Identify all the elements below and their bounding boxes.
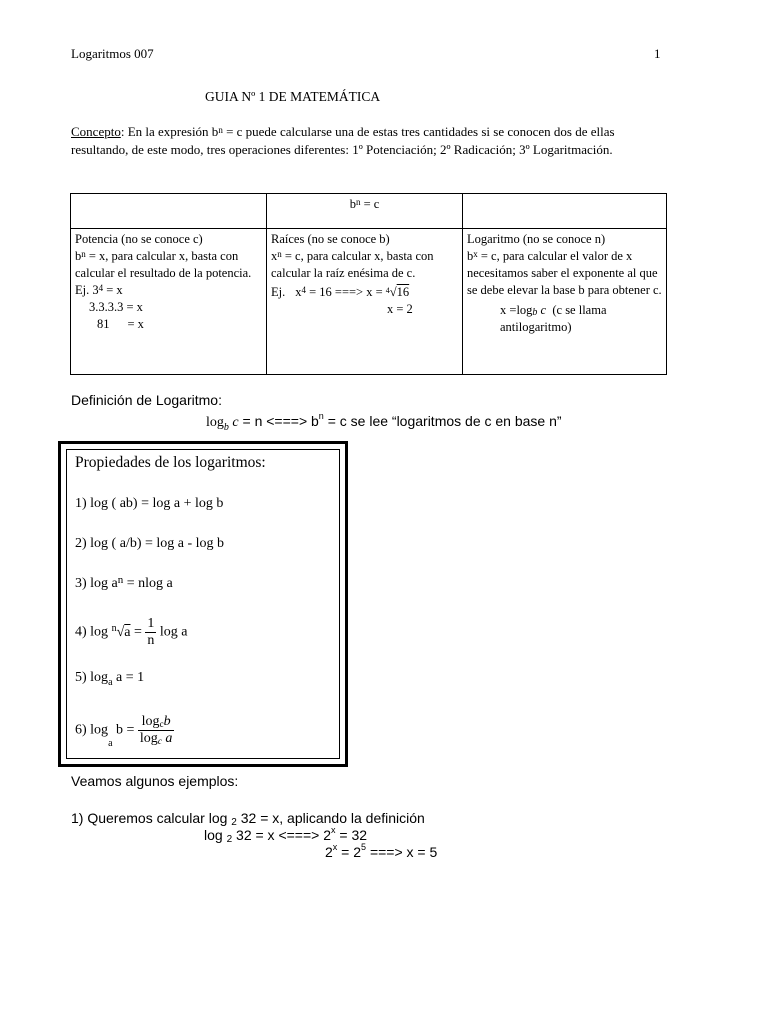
properties-box xyxy=(58,441,348,767)
table-header-cell xyxy=(463,194,667,229)
page-number: 1 xyxy=(654,46,661,61)
raices-cell xyxy=(267,229,463,375)
table-header-cell xyxy=(71,194,267,229)
properties-inner-border xyxy=(66,449,340,759)
potencia-example-2: 3.3.3.3 = x xyxy=(89,300,143,314)
concept-paragraph xyxy=(71,123,666,159)
logaritmo-description: $b^x = c$, para calcular el valor de x necesitamos saber el exponente al que se debe elevar la base b para obtener c. xyxy=(467,249,662,297)
operations-table xyxy=(70,193,667,375)
potencia-cell xyxy=(71,229,267,375)
document-title: GUIA Nº 1 DE MATEMÁTICA xyxy=(205,89,381,104)
example-1-result: $2^x = 2^5$ ===> x = 5 xyxy=(325,842,438,860)
example-1-definition: log $_2$ 32 = x <===> $2^x = 32$ xyxy=(204,825,368,845)
page-header-title: Logaritmos 007 xyxy=(71,46,154,61)
concept-label: Concepto xyxy=(71,124,121,139)
potencia-title: Potencia (no se conoce c) xyxy=(75,232,203,246)
raices-description: $x^n = c$, para calcular x, basta con calcular la raíz enésima de c. xyxy=(271,249,434,280)
header-formula-exp: n xyxy=(355,197,361,207)
concept-text-a: : En la expresión b xyxy=(120,124,219,139)
header-formula-base: b xyxy=(349,197,356,211)
potencia-description: $b^n = x$, para calcular x, basta con calcular el resultado de la potencia. xyxy=(75,249,252,280)
logaritmo-cell xyxy=(463,229,667,375)
raices-example: Ej. $x^4 = 16$ ===> x = $^4$√16 xyxy=(271,285,410,299)
table-header-cell xyxy=(267,194,463,229)
table-header-row xyxy=(71,194,667,229)
properties-title: Propiedades de los logaritmos: xyxy=(75,454,266,471)
property-4: 4) log $^n$√a = $\frac{1}{n}$ log a xyxy=(75,616,188,648)
example-1-line: 1) Queremos calcular log $_2$ 32 = x, aplicando la definición xyxy=(71,810,425,828)
potencia-example: Ej. $3^4 = x$ xyxy=(75,283,123,297)
property-4-fraction: $\frac{1}{n}$ xyxy=(147,616,155,648)
property-5: 5) $\log_a a = 1$ xyxy=(75,670,145,688)
property-6-fraction: $\frac{\log_cb}{\log_c a}$ xyxy=(139,714,173,746)
property-3: 3) $\log a^n = nlog$ a xyxy=(75,574,173,591)
logaritmo-title: Logaritmo (no se conoce n) xyxy=(467,232,606,246)
concept-exponent: n xyxy=(218,125,223,135)
definition-heading: Definición de Logaritmo: xyxy=(71,392,222,408)
property-6: 6) $\log_a b$ = $\frac{\log_cb}{\log_c a}$ xyxy=(75,714,173,749)
table-row xyxy=(71,229,667,375)
property-2: 2) log ( a/b) = log a - log b xyxy=(75,536,225,551)
property-1: 1) log ( ab) = log a + log b xyxy=(75,496,224,511)
concept-text-b: = c puede calcularse una de estas tres cantidades si se conocen dos de ellas resultando, de este modo, tres operaciones diferentes: 1º Potenciación; 2º Radicación; 3º Logaritmación. xyxy=(71,124,615,157)
examples-heading: Veamos algunos ejemplos: xyxy=(71,773,239,789)
nth-root-symbol: $^n$√a xyxy=(111,622,131,640)
header-formula-rest: = c xyxy=(360,197,380,211)
definition-line: $\log_b c = n$ <===> $b^n = c$ se lee “logaritmos de c en base n” xyxy=(206,411,562,433)
logaritmo-formula: $x =\log_b$ c (c se llama antilogaritmo) xyxy=(500,303,607,334)
potencia-example-3: 81 = x xyxy=(97,317,144,331)
fourth-root-symbol: $^4$√16 xyxy=(385,285,410,299)
raices-title: Raíces (no se conoce b) xyxy=(271,232,390,246)
raices-example-2: x = 2 xyxy=(387,302,413,316)
